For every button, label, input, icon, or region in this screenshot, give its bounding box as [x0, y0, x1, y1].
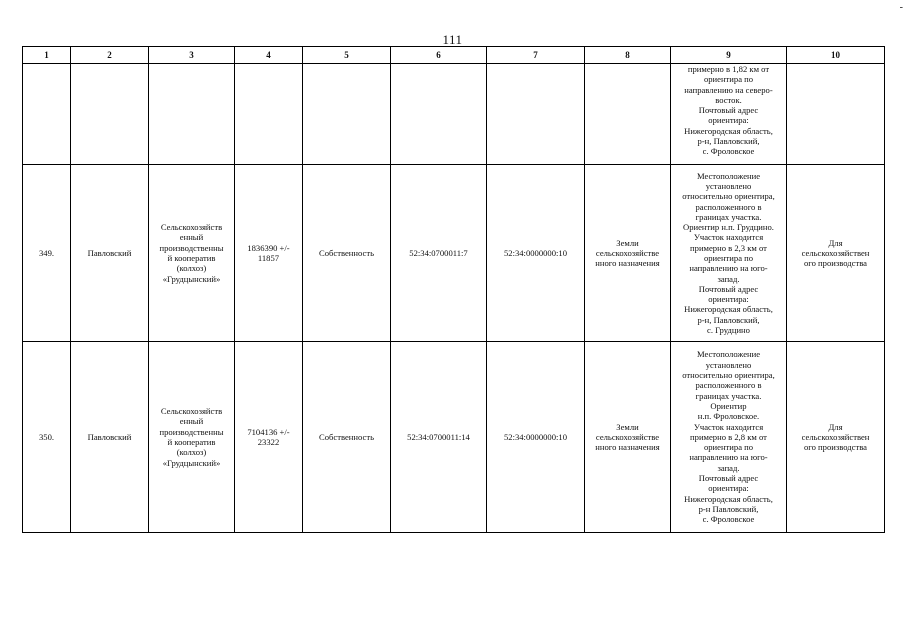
cell-cadastral-number: 52:34:0700011:14	[391, 342, 487, 533]
cell-number	[23, 64, 71, 165]
col-header-6: 6	[391, 47, 487, 64]
cell-permitted-use: Для сельскохозяйствен ого производства	[787, 165, 885, 342]
cell-area	[235, 64, 303, 165]
cell-owner	[149, 64, 235, 165]
cell-owner: Сельскохозяйств енный производственны й кооператив (колхоз) «Грудцынский»	[149, 342, 235, 533]
land-register-table	[22, 46, 885, 533]
page-number: 111	[442, 32, 463, 47]
cell-district: Павловский	[71, 165, 149, 342]
corner-mark: -	[899, 2, 903, 13]
cell-district	[71, 64, 149, 165]
cell-location: примерно в 1,82 км от ориентира по направлению на северо- восток. Почтовый адрес ориентира: Нижегородская область, р-н, Павловский, с. Фроловское	[671, 64, 787, 165]
cell-right-type: Собственность	[303, 342, 391, 533]
cell-parent-cadastral-number	[487, 64, 585, 165]
cell-area: 7104136 +/- 23322	[235, 342, 303, 533]
cell-land-category	[585, 64, 671, 165]
cell-right-type: Собственность	[303, 165, 391, 342]
header-row	[23, 47, 885, 64]
col-header-2: 2	[71, 47, 149, 64]
cell-permitted-use	[787, 64, 885, 165]
col-header-8: 8	[585, 47, 671, 64]
col-header-1: 1	[23, 47, 71, 64]
cell-land-category: Земли сельскохозяйстве нного назначения	[585, 165, 671, 342]
cell-cadastral-number: 52:34:0700011:7	[391, 165, 487, 342]
col-header-4: 4	[235, 47, 303, 64]
table-row	[23, 165, 885, 342]
cell-owner: Сельскохозяйств енный производственны й кооператив (колхоз) «Грудцынский»	[149, 165, 235, 342]
cell-right-type	[303, 64, 391, 165]
cell-location: Местоположение установлено относительно ориентира, расположенного в границах участка. Ориентир н.п. Фроловское. Участок находится примерно в 2,8 км от ориентира по направлению на юго- запад. Почтовый адрес ориентира: Нижегородская область, р-н Павловский, с. Фроловское	[671, 342, 787, 533]
table-row-continuation	[23, 64, 885, 165]
table-row	[23, 342, 885, 533]
col-header-5: 5	[303, 47, 391, 64]
col-header-9: 9	[671, 47, 787, 64]
cell-number: 349.	[23, 165, 71, 342]
col-header-10: 10	[787, 47, 885, 64]
cell-permitted-use: Для сельскохозяйствен ого производства	[787, 342, 885, 533]
cell-land-category: Земли сельскохозяйстве нного назначения	[585, 342, 671, 533]
cell-location: Местоположение установлено относительно ориентира, расположенного в границах участка. Ориентир н.п. Грудцино. Участок находится примерно в 2,3 км от ориентира по направлению на юго- запад. Почтовый адрес ориентира: Нижегородская область, р-н, Павловский, с. Грудцино	[671, 165, 787, 342]
cell-area: 1836390 +/- 11857	[235, 165, 303, 342]
cell-parent-cadastral-number: 52:34:0000000:10	[487, 342, 585, 533]
col-header-7: 7	[487, 47, 585, 64]
cell-district: Павловский	[71, 342, 149, 533]
col-header-3: 3	[149, 47, 235, 64]
cell-parent-cadastral-number: 52:34:0000000:10	[487, 165, 585, 342]
cell-cadastral-number	[391, 64, 487, 165]
cell-number: 350.	[23, 342, 71, 533]
